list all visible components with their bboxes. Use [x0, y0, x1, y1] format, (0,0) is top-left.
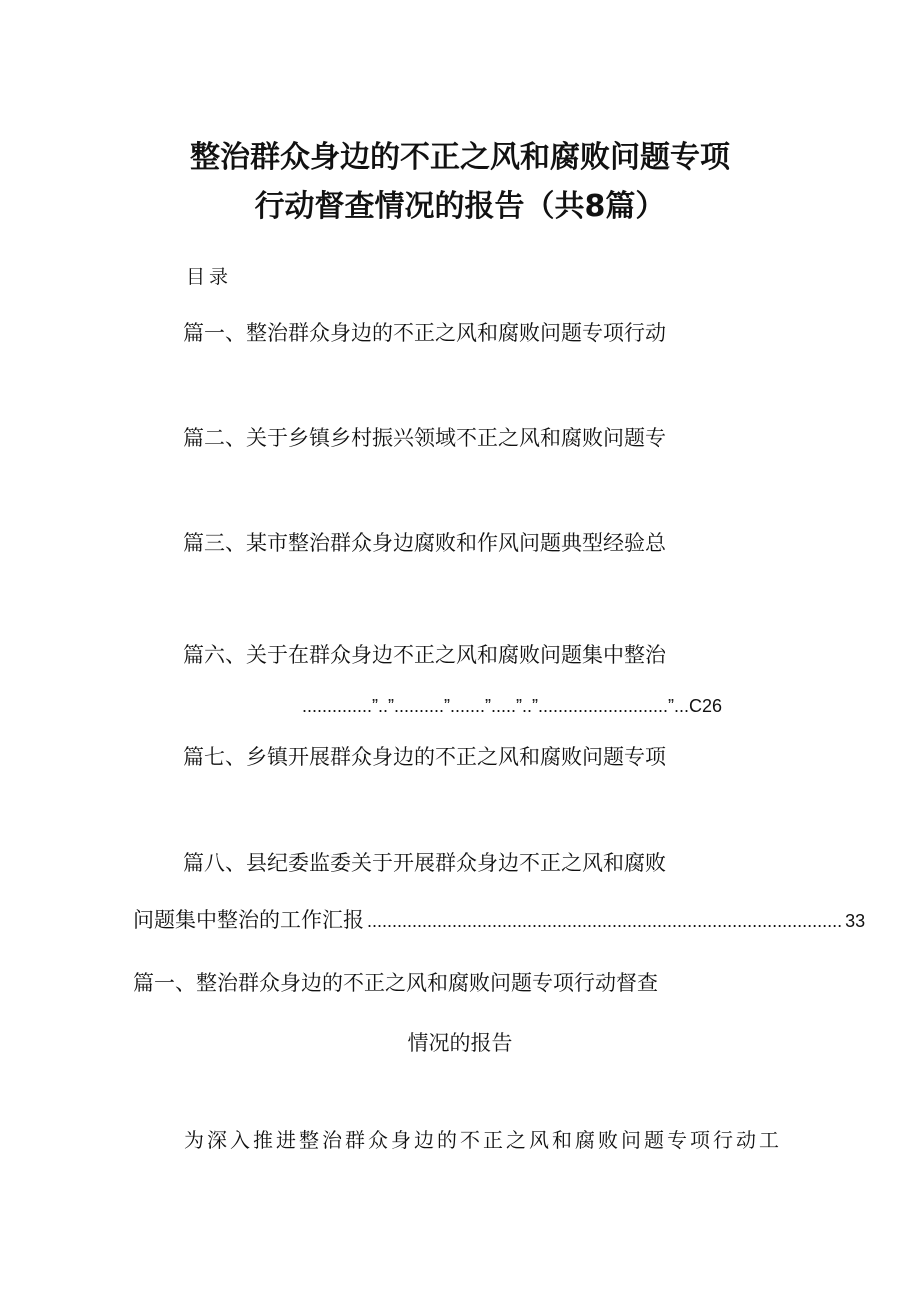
toc-entry-8[interactable]: 篇八、县纪委监委关于开展群众身边不正之风和腐败: [183, 851, 666, 875]
toc-entry-1[interactable]: 篇一、整治群众身边的不正之风和腐败问题专项行动: [183, 321, 666, 345]
toc-entry-3[interactable]: 篇三、某市整治群众身边腐败和作风问题典型经验总: [183, 531, 666, 555]
toc-entry-2[interactable]: 篇二、关于乡镇乡村振兴领域不正之风和腐败问题专: [183, 426, 666, 450]
toc-heading: 目录: [186, 266, 233, 288]
toc-continuation-text: 问题集中整治的工作汇报: [133, 908, 364, 932]
toc-entry-7[interactable]: 篇七、乡镇开展群众身边的不正之风和腐败问题专项: [183, 745, 666, 769]
document-title-line-1: 整治群众身边的不正之风和腐败问题专项: [190, 140, 730, 175]
section-heading-line-1: 篇一、整治群众身边的不正之风和腐败问题专项行动督查: [133, 971, 658, 995]
toc-page-number: 33: [845, 911, 866, 931]
toc-leader-line: ..............”..”..........”.......”.....”..”..........................”...C26: [301, 696, 722, 716]
document-title-line-2: 行动督查情况的报告（共8篇）: [254, 189, 666, 224]
toc-entry-8-continuation[interactable]: [133, 908, 866, 932]
toc-entry-6[interactable]: 篇六、关于在群众身边不正之风和腐败问题集中整治: [183, 643, 666, 667]
toc-dot-leader: ...............................................................................................: [367, 911, 843, 931]
section-heading-line-2: 情况的报告: [407, 1031, 513, 1055]
body-paragraph-first-line: 为深入推进整治群众身边的不正之风和腐败问题专项行动工: [184, 1128, 782, 1152]
